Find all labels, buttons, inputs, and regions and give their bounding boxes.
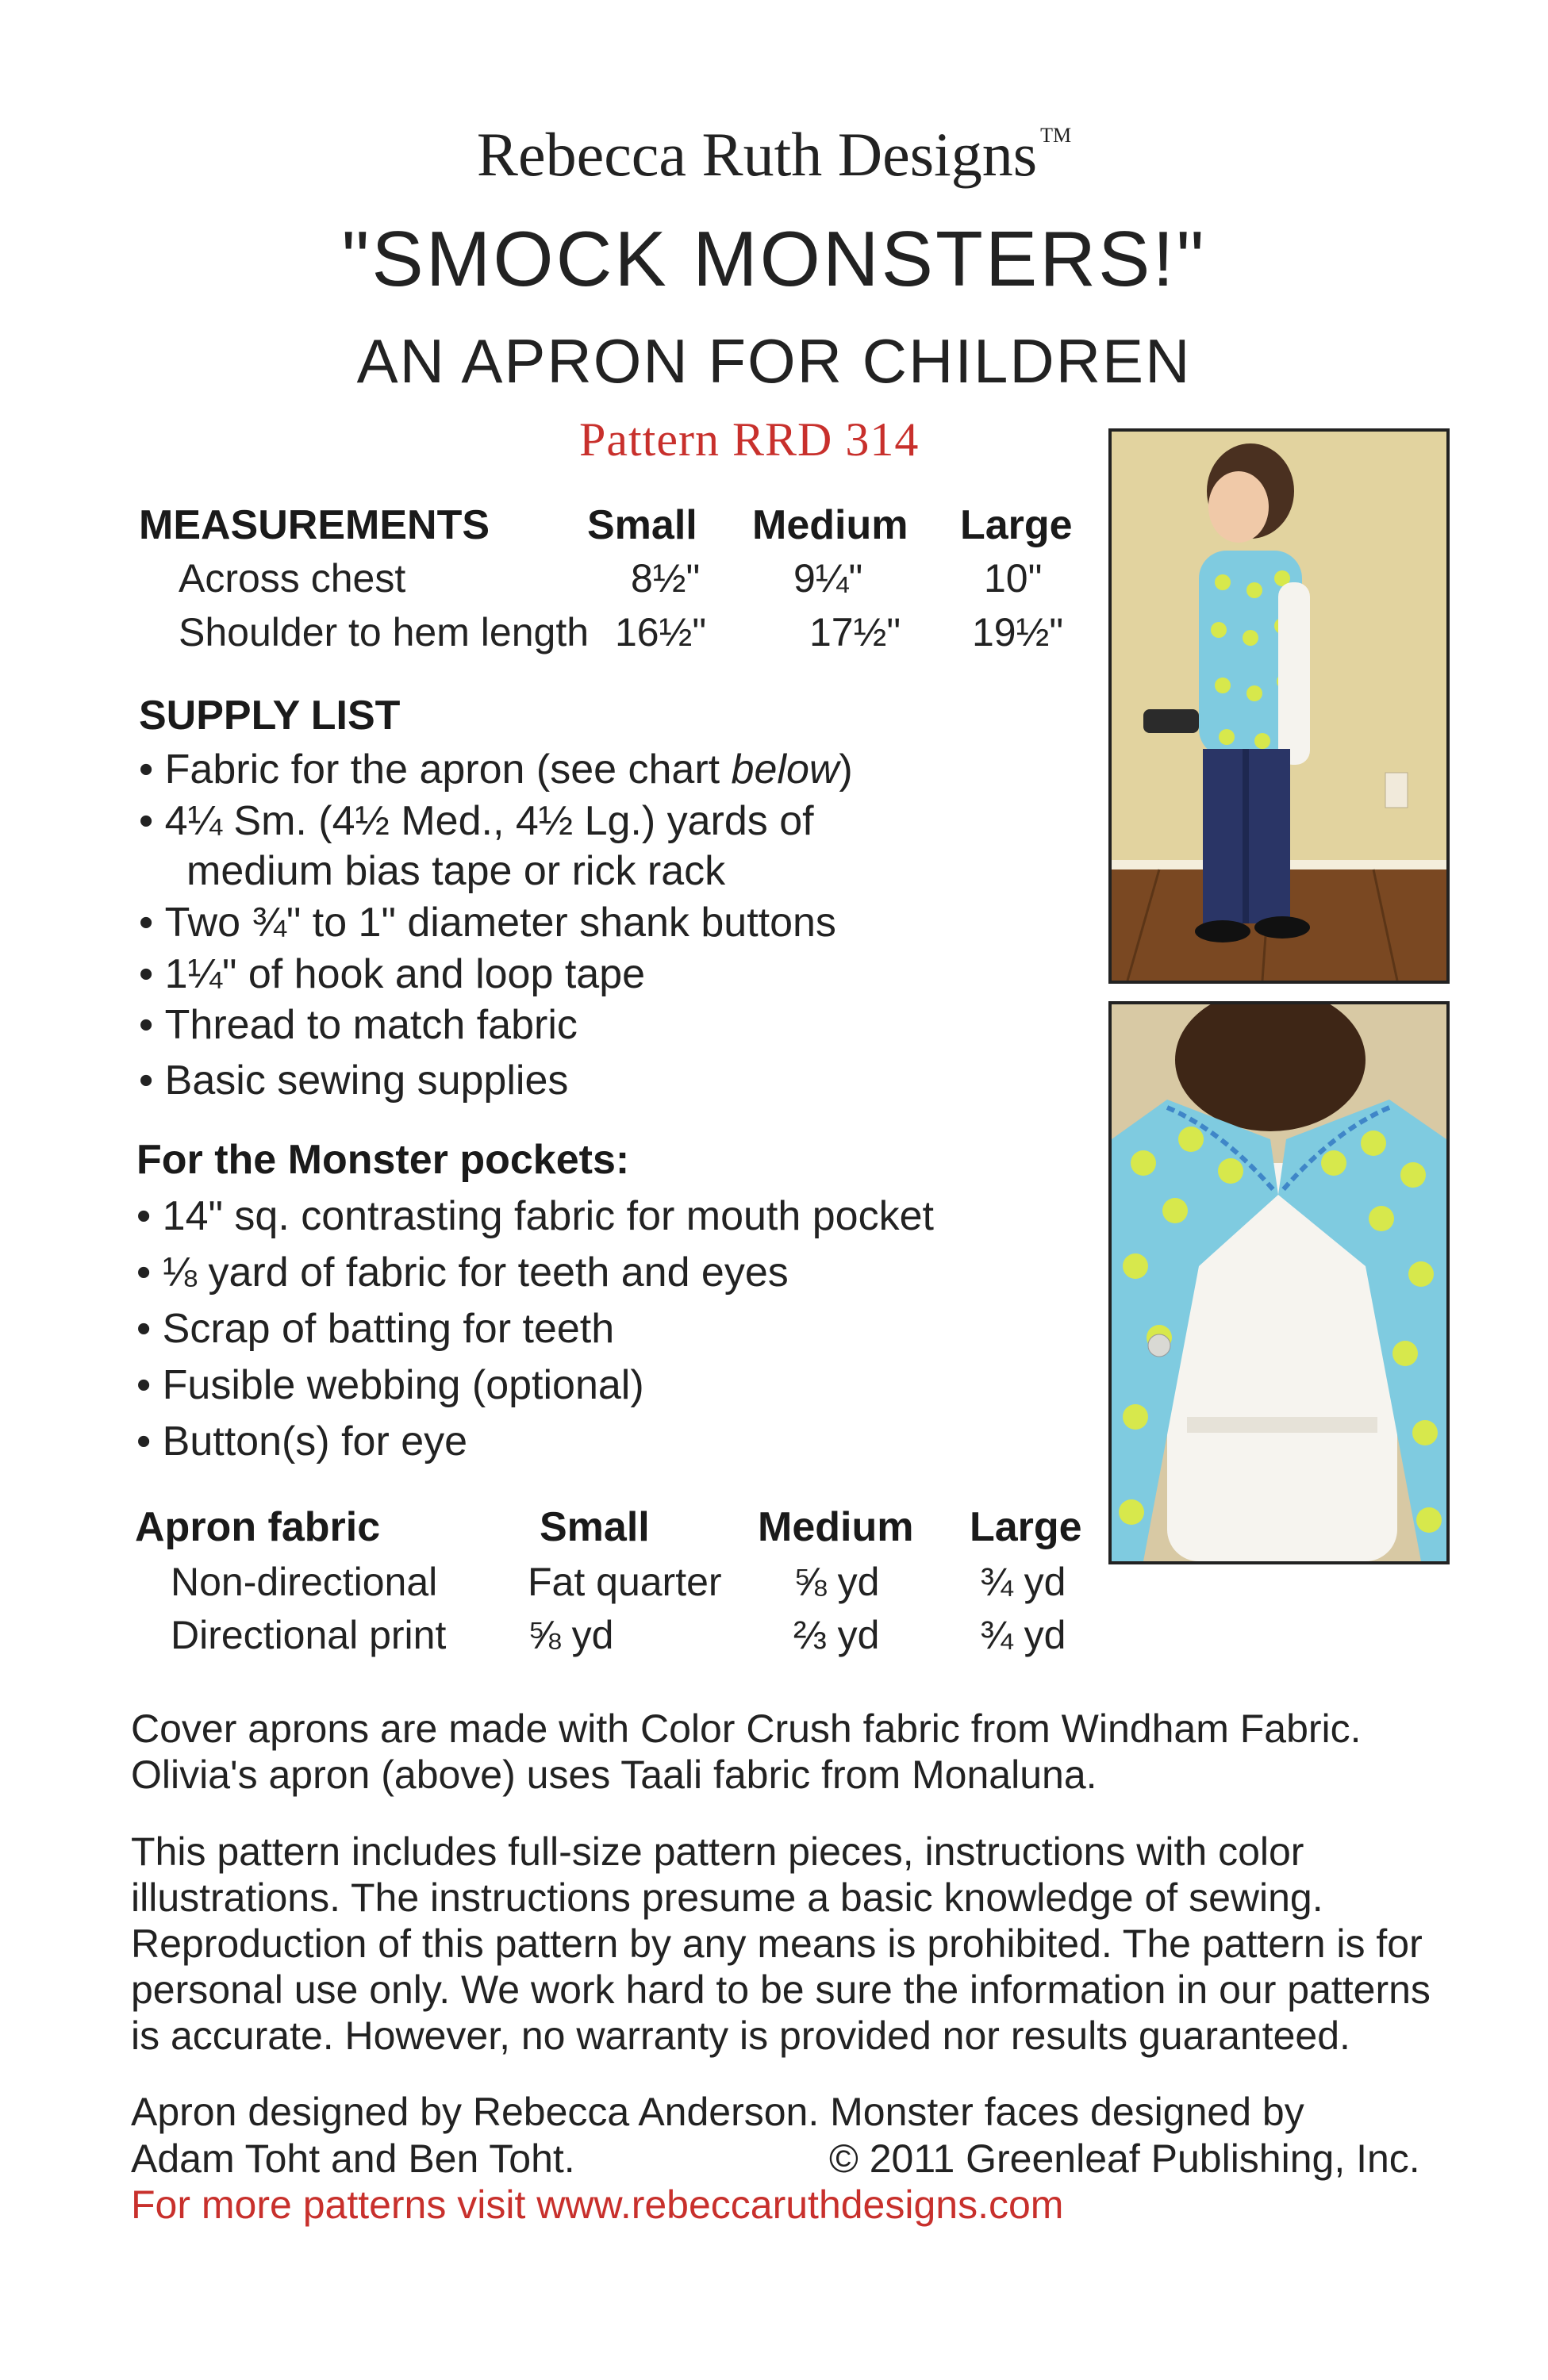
apron-fabric-col-large: Large: [970, 1504, 1082, 1550]
photo-child-side: [1108, 428, 1450, 984]
trademark: TM: [1040, 124, 1072, 147]
measurement-row-label: Shoulder to hem length: [179, 610, 590, 654]
list-item-text: Fabric for the apron (see chart: [164, 747, 732, 793]
list-item-text: Scrap of batting for teeth: [162, 1306, 615, 1352]
fabric-value: ⅔ yd: [793, 1613, 880, 1657]
brand-text: Rebecca Ruth Designs: [476, 120, 1038, 189]
fabric-value: ⅝ yd: [528, 1613, 614, 1657]
list-item: • Thread to match fabric: [139, 1002, 578, 1048]
credits-line: Adam Toht and Ben Toht.: [131, 2136, 575, 2181]
measurement-value: 19½": [972, 610, 1064, 654]
list-item: • Fabric for the apron (see chart below): [139, 747, 853, 793]
measurements-col-small: Small: [587, 502, 697, 548]
list-item: • Scrap of batting for teeth: [136, 1306, 615, 1352]
info-line: Reproduction of this pattern by any means is prohibited. The pattern is for: [131, 1921, 1423, 1966]
supply-list-heading: SUPPLY LIST: [139, 693, 401, 739]
list-item: • Basic sewing supplies: [139, 1058, 569, 1104]
list-item-text: 14" sq. contrasting fabric for mouth pocket: [162, 1193, 934, 1239]
list-item: • Fusible webbing (optional): [136, 1362, 644, 1408]
list-item: • ⅛ yard of fabric for teeth and eyes: [136, 1250, 789, 1296]
measurement-value: 16½": [615, 610, 707, 654]
apron-fabric-col-medium: Medium: [758, 1504, 914, 1550]
list-item-text: Two ¾" to 1" diameter shank buttons: [164, 900, 836, 946]
copyright: © 2011 Greenleaf Publishing, Inc.: [829, 2136, 1420, 2181]
measurement-value: 9¼": [793, 556, 863, 601]
fabric-row-label: Non-directional: [171, 1560, 438, 1604]
photo-child-back-illustration: [1112, 1004, 1446, 1561]
cover-note-line: Cover aprons are made with Color Crush fabric from Windham Fabric.: [131, 1706, 1362, 1751]
list-item-text: Button(s) for eye: [162, 1418, 468, 1464]
fabric-value: Fat quarter: [528, 1560, 722, 1604]
apron-fabric-heading: Apron fabric: [135, 1504, 381, 1550]
measurements-heading: MEASUREMENTS: [139, 502, 490, 548]
list-item-continuation: medium bias tape or rick rack: [186, 848, 726, 894]
list-item: • 4¼ Sm. (4½ Med., 4½ Lg.) yards of: [139, 798, 814, 844]
fabric-row-label: Directional print: [171, 1613, 447, 1657]
list-item: • 14" sq. contrasting fabric for mouth pocket: [136, 1193, 934, 1239]
list-item: • Button(s) for eye: [136, 1418, 468, 1464]
info-line: personal use only. We work hard to be sure the information in our patterns: [131, 1967, 1431, 2012]
website-link[interactable]: For more patterns visit www.rebeccaruthdesigns.com: [131, 2182, 1064, 2227]
page-title: "SMOCK MONSTERS!": [341, 215, 1207, 302]
measurement-row-label: Across chest: [179, 556, 406, 601]
pockets-heading: For the Monster pockets:: [136, 1137, 630, 1183]
measurements-col-medium: Medium: [752, 502, 908, 548]
fabric-value: ¾ yd: [980, 1613, 1066, 1657]
fabric-value: ⅝ yd: [793, 1560, 880, 1604]
measurement-value: 8½": [631, 556, 701, 601]
photo-child-side-illustration: [1112, 432, 1446, 981]
info-line: is accurate. However, no warranty is provided nor results guaranteed.: [131, 2013, 1350, 2058]
list-item-emphasis: below: [731, 747, 839, 793]
fabric-value: ¾ yd: [980, 1560, 1066, 1604]
cover-note-line: Olivia's apron (above) uses Taali fabric from Monaluna.: [131, 1752, 1097, 1797]
list-item-text: Thread to match fabric: [164, 1002, 578, 1048]
apron-fabric-col-small: Small: [540, 1504, 650, 1550]
list-item: • Two ¾" to 1" diameter shank buttons: [139, 900, 836, 946]
list-item-text: 4¼ Sm. (4½ Med., 4½ Lg.) yards of: [164, 798, 814, 844]
list-item-text: Fusible webbing (optional): [162, 1362, 644, 1408]
photo-child-back: [1108, 1001, 1450, 1564]
pattern-number: Pattern RRD 314: [579, 413, 920, 466]
info-line: illustrations. The instructions presume a basic knowledge of sewing.: [131, 1875, 1323, 1920]
measurements-col-large: Large: [960, 502, 1073, 548]
measurement-value: 17½": [809, 610, 901, 654]
list-item-text: ⅛ yard of fabric for teeth and eyes: [162, 1250, 789, 1296]
credits-line: Apron designed by Rebecca Anderson. Monster faces designed by: [131, 2090, 1304, 2134]
list-item-text: 1¼" of hook and loop tape: [164, 951, 646, 997]
brand-name: [0, 119, 1548, 190]
measurement-value: 10": [984, 556, 1043, 601]
list-item-close: ): [839, 747, 853, 793]
list-item: • 1¼" of hook and loop tape: [139, 951, 646, 997]
page-subtitle: AN APRON FOR CHILDREN: [356, 326, 1192, 396]
info-line: This pattern includes full-size pattern pieces, instructions with color: [131, 1829, 1304, 1874]
list-item-text: Basic sewing supplies: [164, 1058, 569, 1104]
